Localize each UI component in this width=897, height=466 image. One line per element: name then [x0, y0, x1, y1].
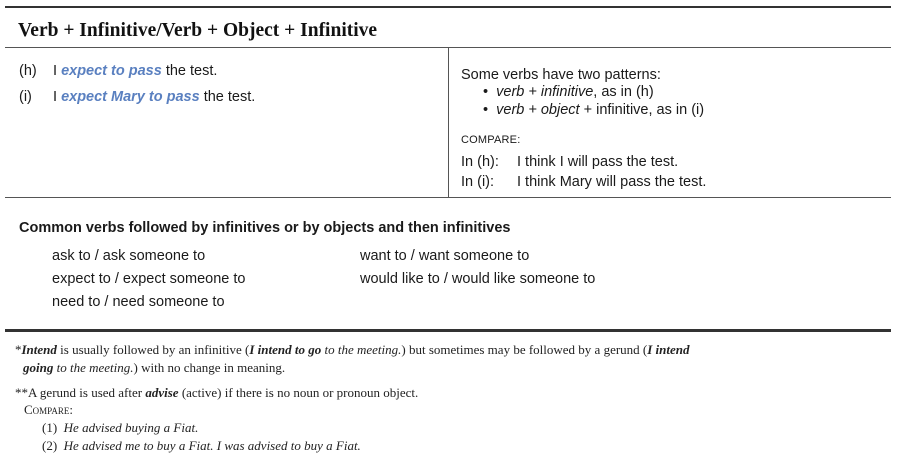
footnote-ex-label: (2) — [42, 438, 58, 453]
footnote-text: ) but sometimes may be followed by a gerund ( — [401, 342, 648, 357]
example-pre: I — [53, 89, 58, 105]
footnote-1 — [15, 341, 885, 377]
verb-item: ask to / ask someone to — [52, 248, 206, 264]
footnote-text: (active) if there is no noun or pronoun object. — [178, 385, 419, 400]
footnote-2 — [15, 385, 418, 401]
footnote-word: Intend — [21, 342, 57, 357]
example-label: (h) — [19, 63, 37, 79]
bullet-italic: verb + infinitive — [496, 84, 594, 100]
footnote-text: A gerund is used after — [28, 385, 146, 400]
example-label: (i) — [19, 89, 32, 105]
footnote-ex-label: (1) — [42, 420, 58, 435]
footnote-star: ** — [15, 385, 28, 400]
footnote-example-2 — [42, 438, 361, 454]
compare-i — [461, 174, 706, 190]
verb-item: need to / need someone to — [52, 294, 225, 310]
footnote-star: * — [15, 342, 22, 357]
footnote-example: I intend to go — [249, 342, 322, 357]
bullet-2: • verb + object + infinitive, as in (i) — [483, 102, 705, 118]
footnote-compare: Compare: — [24, 402, 73, 417]
footnote-ex-text: He advised buying a Fiat. — [63, 420, 199, 435]
chart-title: Verb + Infinitive/Verb + Object + Infinitive — [18, 20, 378, 41]
example-post: the test. — [203, 89, 256, 105]
footnote-example-rest: to the meeting. — [321, 342, 402, 357]
verb-item: expect to / expect someone to — [52, 271, 246, 287]
compare-label: COMPARE: — [461, 134, 521, 146]
verb-item: would like to / would like someone to — [360, 271, 596, 287]
compare-h-label: In (h): — [461, 154, 499, 170]
top-rule — [5, 6, 891, 8]
compare-h-text: I think I will pass the test. — [517, 154, 679, 170]
bullet-1: • verb + infinitive, as in (h) — [483, 84, 654, 100]
bullet-italic: verb + object — [496, 102, 580, 118]
common-heading: Common verbs followed by infinitives or by objects and then infinitives — [19, 220, 511, 236]
footnote-text: ) with no change in meaning. — [133, 360, 286, 375]
example-pre: I — [53, 63, 58, 79]
bullet-rest: , as in (h) — [593, 84, 654, 100]
footnote-example-1 — [42, 420, 198, 436]
footnote-example: I intend — [647, 342, 690, 357]
footnote-text: is usually followed by an infinitive ( — [56, 342, 250, 357]
example-post: the test. — [165, 63, 218, 79]
footnote-example: going — [23, 360, 54, 375]
compare-h — [461, 154, 678, 170]
bullet-rest: + infinitive, as in (i) — [579, 102, 705, 118]
example-i — [19, 89, 255, 105]
example-h — [19, 63, 217, 79]
explain-intro: Some verbs have two patterns: — [461, 67, 661, 83]
section-divider — [5, 197, 891, 198]
compare-i-label: In (i): — [461, 174, 495, 190]
example-phrase: expect to pass — [61, 63, 162, 79]
example-phrase: expect Mary to pass — [61, 89, 200, 105]
compare-i-text: I think Mary will pass the test. — [517, 174, 707, 190]
footnote-example-rest: to the meeting. — [53, 360, 134, 375]
footnote-ex-text: He advised me to buy a Fiat. I was advised to buy a Fiat. — [63, 438, 361, 453]
column-divider — [448, 48, 449, 197]
verb-item: want to / want someone to — [360, 248, 530, 264]
footnote-word: advise — [145, 385, 179, 400]
footnote-rule — [5, 329, 891, 332]
